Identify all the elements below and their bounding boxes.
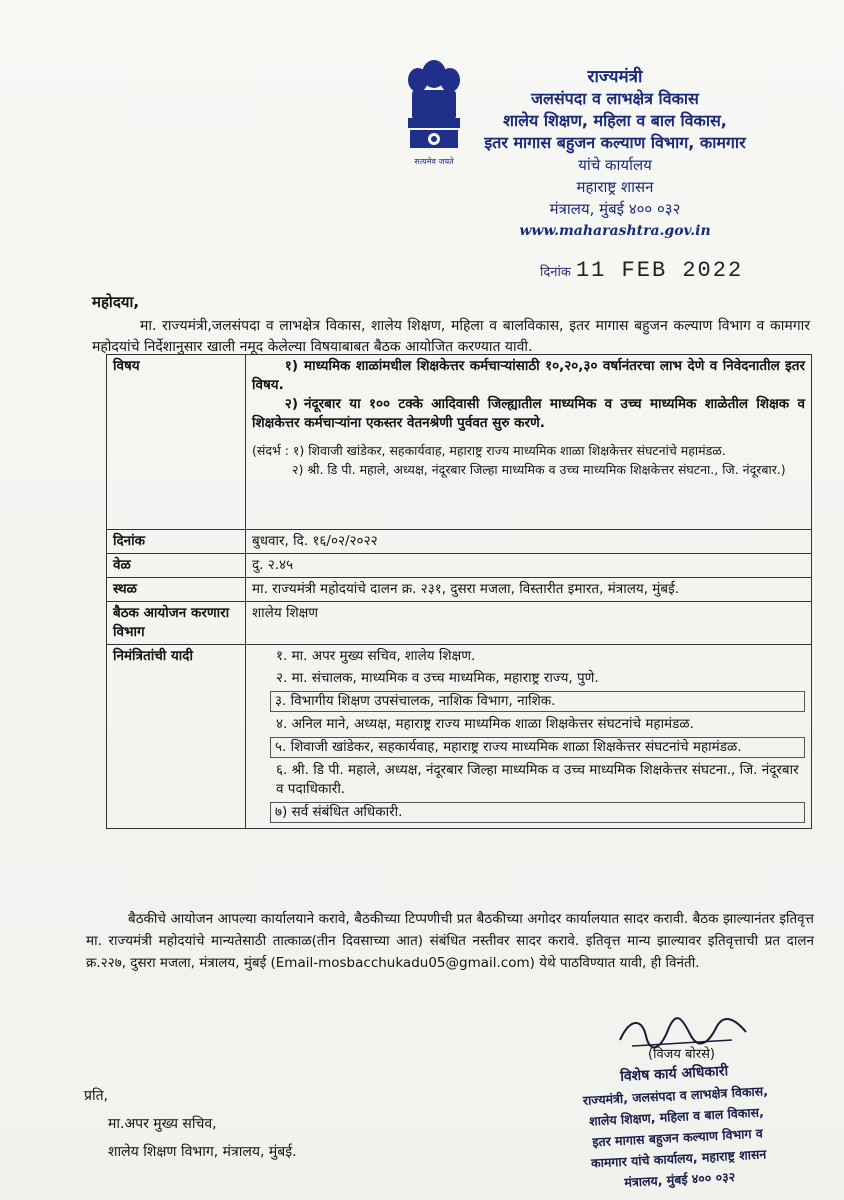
subject-item xyxy=(252,357,805,395)
reference-1: (संदर्भ : १) शिवाजी खांडेकर, सहकार्यवाह, महाराष्ट्र राज्य माध्यमिक शाळा शिक्षकेत्तर संघटनांचे महामंडळ. xyxy=(252,443,726,458)
list-item: ७) सर्व संबंधित अधिकारी. xyxy=(270,802,805,823)
department-value: शालेय शिक्षण xyxy=(246,602,812,645)
intro-paragraph: मा. राज्यमंत्री,जलसंपदा व लाभक्षेत्र विकास, शालेय शिक्षण, महिला व बालविकास, इतर मागास बहुजन कल्याण विभाग व कामगार महोदयांचे निर्देशानुसार खाली नमूद केलेल्या विषयाबाबत बैठक आयोजित करण्यात यावी. xyxy=(92,318,810,355)
list-item: २. मा. संचालक, माध्यमिक व उच्च माध्यमिक, महाराष्ट्र राज्य, पुणे. xyxy=(276,670,599,686)
government-line: महाराष्ट्र शासन xyxy=(576,178,654,196)
portfolio-line-1: जलसंपदा व लाभक्षेत्र विकास xyxy=(531,89,699,108)
stamp-line: कामगार यांचे कार्यालय, महाराष्ट्र शासन xyxy=(590,1146,767,1171)
website-link[interactable]: www.maharashtra.gov.in xyxy=(519,223,711,239)
list-item: १. मा. अपर मुख्य सचिव, शालेय शिक्षण. xyxy=(276,648,476,664)
meeting-details-table xyxy=(106,354,812,829)
stamp-line: विशेष कार्य अधिकारी xyxy=(619,1063,729,1085)
officer-stamp xyxy=(559,1058,795,1196)
venue-value: मा. राज्यमंत्री महोदयांचे दालन क्र. २३१, दुसरा मजला, विस्तारीत इमारत, मंत्रालय, मुंबई. xyxy=(246,578,812,602)
closing-text: बैठकीचे आयोजन आपल्या कार्यालयाने करावे, बैठकीच्या टिप्पणीची प्रत बैठकीच्या अगोदर कार्यालयात सादर करावी. बैठक झाल्यानंतर इतिवृत्त मा. राज्यमंत्री महोदयांचे मान्यतेसाठी तात्काळ(तीन दिवसाच्या आत) संबंधित नस्तीवर सादर करावे. इतिवृत्त मान्य झाल्यावर इतिवृत्ताची प्रत दालन क्र.२२७, दुसरा मजला, मंत्रालय, मुंबई (Email-mosbacchukadu05@gmail.com) येथे पाठविण्यात यावी, ही विनंती. xyxy=(86,911,814,971)
signatory-name: (विजय बोरसे) xyxy=(648,1047,715,1062)
subject-item xyxy=(252,395,805,433)
list-item: ६. श्री. डि पी. महाले, अध्यक्ष, नंदूरबार जिल्हा माध्यमिक व उच्च माध्यमिक शिक्षकेत्तर संघटना., जि. नंदूरबार व पदाधिकारी. xyxy=(276,762,799,797)
letter-date xyxy=(540,258,743,283)
list-item: ४. अनिल माने, अध्यक्ष, महाराष्ट्र राज्य माध्यमिक शाळा शिक्षकेत्तर संघटनांचे महामंडळ. xyxy=(276,716,694,732)
invitees-label: निमंत्रितांची यादी xyxy=(107,645,246,829)
recipient-block xyxy=(84,1082,297,1166)
subject-number: १) xyxy=(284,358,298,374)
stamp-line: मंत्रालय, मुंबई ४०० ०३२ xyxy=(623,1169,736,1190)
time-value: दु. २.४५ xyxy=(246,554,812,578)
subject-label: विषय xyxy=(107,355,246,530)
date-stamp: 11 FEB 2022 xyxy=(575,258,744,283)
salutation: महोदया, xyxy=(92,293,140,311)
venue-label: स्थळ xyxy=(107,578,246,602)
time-label: वेळ xyxy=(107,554,246,578)
office-line: यांचे कार्यालय xyxy=(578,156,652,174)
closing-paragraph xyxy=(86,908,814,974)
subject-text: नंदूरबार या १०० टक्के आदिवासी जिल्ह्यातील माध्यमिक व उच्च माध्यमिक शाळेतील शिक्षक व शिक्षकेत्तर कर्मचाऱ्यांना एकस्तर वेतनश्रेणी पुर्ववत सुरु करणे. xyxy=(252,396,805,431)
department-label: बैठक आयोजन करणारा विभाग xyxy=(107,602,246,645)
table-row xyxy=(107,355,812,530)
address-line: मंत्रालय, मुंबई ४०० ०३२ xyxy=(549,200,681,218)
portfolio-line-2: शालेय शिक्षण, महिला व बाल विकास, xyxy=(503,111,727,130)
national-emblem-icon xyxy=(398,52,470,172)
table-row xyxy=(107,554,812,578)
subject-text: माध्यमिक शाळांमधील शिक्षकेत्तर कर्मचाऱ्यांसाठी १०,२०,३० वर्षानंतरचा लाभ देणे व निवेदनातील इतर विषय. xyxy=(252,358,805,393)
references xyxy=(252,441,805,479)
to-label: प्रति, xyxy=(84,1088,109,1104)
minister-title: राज्यमंत्री xyxy=(587,67,643,87)
date-row-value: बुधवार, दि. १६/०२/२०२२ xyxy=(246,530,812,554)
table-row xyxy=(107,530,812,554)
invitees-cell xyxy=(246,645,812,829)
table-row xyxy=(107,602,812,645)
emblem-motto: सत्यमेव जयते xyxy=(414,157,454,166)
date-label: दिनांक xyxy=(540,265,571,280)
table-row xyxy=(107,578,812,602)
list-item: ३. विभागीय शिक्षण उपसंचालक, नाशिक विभाग, नाशिक. xyxy=(270,691,805,712)
stamp-line: शालेय शिक्षण, महिला व बाल विकास, xyxy=(588,1104,765,1129)
table-row xyxy=(107,645,812,829)
reference-2: २) श्री. डि पी. महाले, अध्यक्ष, नंदूरबार जिल्हा माध्यमिक व उच्च माध्यमिक शिक्षकेत्तर संघटना., जि. नंदूरबार.) xyxy=(292,462,786,477)
date-row-label: दिनांक xyxy=(107,530,246,554)
subject-number: २) xyxy=(284,396,298,412)
stamp-line: इतर मागास बहुजन कल्याण विभाग व xyxy=(591,1125,764,1150)
list-item: ५. शिवाजी खांडेकर, सहकार्यवाह, महाराष्ट्र राज्य माध्यमिक शाळा शिक्षकेत्तर संघटनांचे महामंडळ. xyxy=(270,737,805,758)
invitee-list xyxy=(252,647,805,823)
recipient-line-1: मा.अपर मुख्य सचिव, xyxy=(108,1116,217,1132)
stamp-line: राज्यमंत्री, जलसंपदा व लाभक्षेत्र विकास, xyxy=(582,1083,769,1108)
portfolio-line-3: इतर मागास बहुजन कल्याण विभाग, कामगार xyxy=(484,133,746,152)
subject-cell xyxy=(246,355,812,530)
recipient-line-2: शालेय शिक्षण विभाग, मंत्रालय, मुंबई. xyxy=(108,1144,297,1160)
letterhead xyxy=(470,66,760,242)
